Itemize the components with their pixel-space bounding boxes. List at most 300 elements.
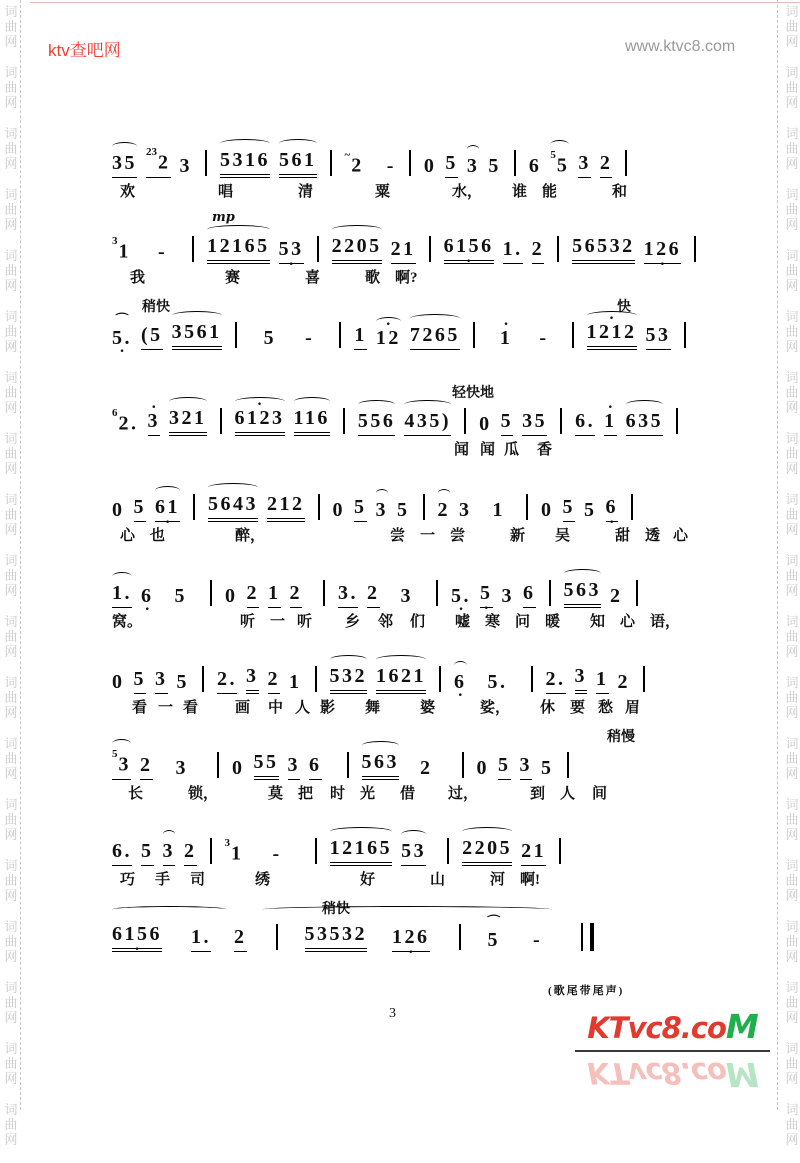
- lyric-char: 知: [590, 614, 606, 630]
- lyrics-row: [112, 438, 692, 458]
- grace-note: 5: [112, 748, 118, 761]
- watermark-group: [3, 614, 19, 659]
- bar-line: [557, 236, 559, 262]
- note-token: 0: [423, 155, 437, 177]
- note-token: 6 ·: [606, 495, 619, 522]
- note-token: 56532: [572, 234, 635, 264]
- note-token: 6 ·: [141, 584, 154, 608]
- note-token: 2: [420, 757, 433, 779]
- lyric-char: 闻: [454, 442, 470, 458]
- bar-line: [531, 666, 533, 692]
- note-token: 12165: [207, 234, 270, 264]
- music-system: [112, 836, 692, 888]
- note-token: 3: [520, 753, 533, 780]
- watermark-char: 网: [785, 949, 799, 964]
- watermark-char: 网: [785, 522, 799, 537]
- note-token: 3: [575, 664, 588, 694]
- note-token: 3: [375, 499, 388, 521]
- music-system: [112, 492, 692, 544]
- watermark-char: 网: [4, 583, 18, 598]
- note-token: 0: [112, 499, 125, 521]
- watermark-group: [3, 1102, 19, 1147]
- bar-line: [473, 322, 475, 348]
- watermark-char: 词: [785, 431, 799, 446]
- lyric-char: 听: [297, 614, 313, 630]
- notes-row: [112, 922, 692, 952]
- note-token: 1: [596, 667, 609, 694]
- lyric-char: 光: [360, 786, 376, 802]
- site-url-text[interactable]: www.ktvc8.com: [625, 38, 736, 55]
- note-token: 5316: [220, 148, 270, 178]
- watermark-group: [3, 553, 19, 598]
- lyric-char: 语，: [650, 614, 681, 630]
- note-token: 126 ·: [392, 925, 430, 952]
- lyric-char: 能: [542, 184, 558, 200]
- logo-green-part: M: [725, 1007, 758, 1046]
- watermark-group: [3, 1041, 19, 1086]
- note-token: 2: [367, 581, 380, 608]
- lyric-char: 窝。: [112, 614, 143, 630]
- lyric-char: 们: [410, 614, 426, 630]
- note-token: 5643: [208, 492, 258, 522]
- watermark-char: 网: [785, 888, 799, 903]
- lyric-char: 把: [298, 786, 314, 802]
- lyric-char: 喜: [305, 270, 321, 286]
- note-token: 35: [522, 409, 547, 436]
- watermark-char: 词: [785, 736, 799, 751]
- lyric-char: 司: [190, 872, 206, 888]
- note-token: 0: [541, 499, 554, 521]
- note-token: 3: [175, 757, 188, 779]
- left-watermark-column: [3, 4, 19, 1163]
- watermark-char: 网: [785, 339, 799, 354]
- note-token: 0: [232, 757, 245, 779]
- note-token: 0: [476, 757, 489, 779]
- bar-line: [318, 494, 320, 520]
- bar-line: [217, 752, 219, 778]
- bar-line: [210, 580, 212, 606]
- watermark-group: [3, 248, 19, 293]
- note-token: 3: [179, 155, 192, 177]
- watermark-char: 曲: [4, 629, 18, 644]
- note-token: 3.: [338, 581, 358, 608]
- note-token: 2205: [332, 234, 382, 264]
- note-token: 5.: [487, 671, 508, 693]
- watermark-group: [3, 492, 19, 537]
- grace-note: 5: [550, 149, 556, 162]
- lyric-char: 水，: [452, 184, 483, 200]
- note-token: 6.: [575, 409, 595, 436]
- watermark-char: 网: [4, 461, 18, 476]
- watermark-char: 曲: [4, 1056, 18, 1071]
- lyric-char: 山: [430, 872, 446, 888]
- watermark-char: 词: [4, 187, 18, 202]
- watermark-char: 网: [4, 705, 18, 720]
- watermark-char: 词: [785, 1041, 799, 1056]
- grace-note: 6: [112, 407, 118, 420]
- bar-line: [464, 408, 466, 434]
- right-dashed-border: [777, 0, 778, 1110]
- tempo-mark: 稍快: [142, 300, 170, 315]
- bar-line: [572, 322, 574, 348]
- watermark-group: [784, 370, 800, 415]
- watermark-char: 曲: [785, 324, 799, 339]
- watermark-char: 网: [4, 400, 18, 415]
- note-token: -: [386, 155, 396, 177]
- note-token: 6: [523, 581, 536, 608]
- note-token: 6.: [112, 839, 132, 866]
- bar-line: [625, 150, 627, 176]
- bar-line: [526, 494, 528, 520]
- note-token: 556: [358, 409, 396, 436]
- watermark-group: [784, 126, 800, 171]
- watermark-char: 网: [4, 766, 18, 781]
- lyric-char: 唱: [218, 184, 234, 200]
- lyric-char: 闻: [480, 442, 496, 458]
- lyrics-row: [112, 696, 692, 716]
- note-token: 5: [354, 495, 367, 522]
- watermark-char: 词: [4, 980, 18, 995]
- watermark-group: [784, 980, 800, 1025]
- bar-line: [429, 236, 431, 262]
- lyric-char: 借: [400, 786, 416, 802]
- lyric-char: 嘘: [455, 614, 471, 630]
- watermark-char: 网: [4, 522, 18, 537]
- note-token: ~2: [344, 149, 364, 177]
- watermark-group: [784, 797, 800, 842]
- note-token: 21: [521, 839, 546, 866]
- bar-line: [330, 150, 332, 176]
- note-token: 3: [501, 585, 514, 607]
- note-token: -: [533, 929, 543, 951]
- logo-reflection-red: KTvc8.co: [587, 1056, 726, 1090]
- watermark-group: [784, 248, 800, 293]
- watermark-char: 网: [785, 583, 799, 598]
- note-token: 212: [267, 492, 305, 522]
- watermark-char: 词: [4, 736, 18, 751]
- watermark-char: 词: [4, 1102, 18, 1117]
- note-token: 1.: [112, 581, 132, 608]
- notes-row: [112, 320, 692, 350]
- tempo-mark: 稍慢: [607, 730, 635, 745]
- lyric-char: 绣: [255, 872, 271, 888]
- watermark-char: 词: [785, 675, 799, 690]
- watermark-char: 网: [4, 949, 18, 964]
- lyric-char: 邻: [378, 614, 394, 630]
- watermark-char: 词: [4, 675, 18, 690]
- music-system: [112, 578, 692, 630]
- watermark-char: 词: [4, 919, 18, 934]
- lyric-char: 新: [510, 528, 526, 544]
- note-token: 1 ·: [604, 409, 617, 436]
- watermark-char: 曲: [4, 80, 18, 95]
- watermark-char: 曲: [4, 141, 18, 156]
- note-token: -: [158, 241, 168, 263]
- watermark-char: 曲: [785, 1056, 799, 1071]
- lyric-char: 一: [270, 614, 286, 630]
- bar-line: [220, 408, 222, 434]
- lyric-char: 时: [330, 786, 346, 802]
- note-token: 6 ·: [454, 670, 467, 694]
- notes-row: [112, 148, 692, 178]
- watermark-char: 词: [4, 431, 18, 446]
- watermark-char: 曲: [4, 1117, 18, 1132]
- watermark-char: 曲: [785, 812, 799, 827]
- note-token: 2: [600, 151, 613, 178]
- bar-line: [323, 580, 325, 606]
- note-token: 0: [225, 585, 238, 607]
- watermark-char: 网: [4, 34, 18, 49]
- watermark-char: 词: [4, 797, 18, 812]
- lyric-char: 画: [235, 700, 251, 716]
- lyric-char: 寒: [485, 614, 501, 630]
- lyric-char: 暖: [545, 614, 561, 630]
- watermark-group: [3, 431, 19, 476]
- note-token: $^5$3: [112, 748, 131, 780]
- lyric-char: 醉，: [235, 528, 266, 544]
- watermark-group: [3, 126, 19, 171]
- bar-line: [459, 924, 461, 950]
- lyric-char: 一: [420, 528, 436, 544]
- lyric-char: 看: [132, 700, 148, 716]
- bar-line: [193, 494, 195, 520]
- note-token: 5: [176, 671, 189, 693]
- coda-annotation: (歌尾带尾声): [548, 985, 625, 997]
- note-token: 6: [309, 753, 322, 780]
- notes-row: [112, 750, 692, 780]
- lyrics-row: [112, 782, 692, 802]
- note-token: 2: [290, 581, 303, 608]
- watermark-char: 词: [785, 797, 799, 812]
- note-token: 5: [488, 155, 501, 177]
- lyric-char: 乡: [345, 614, 361, 630]
- lyric-char: 过，: [448, 786, 479, 802]
- watermark-char: 词: [4, 614, 18, 629]
- bar-line: [636, 580, 638, 606]
- note-token: 6156 ·: [444, 234, 494, 264]
- note-token: 1.: [191, 925, 211, 952]
- bar-line: [210, 838, 212, 864]
- note-token: 5. ·: [451, 584, 471, 608]
- watermark-char: 曲: [4, 202, 18, 217]
- note-token: 2205: [462, 836, 512, 866]
- watermark-char: 曲: [785, 19, 799, 34]
- watermark-char: 词: [785, 492, 799, 507]
- bar-line: [560, 408, 562, 434]
- dynamic-mark: mp: [212, 210, 235, 225]
- bar-line: [317, 236, 319, 262]
- lyric-char: 人: [560, 786, 576, 802]
- bar-line: [684, 322, 686, 348]
- site-name-link[interactable]: ktv查吧网: [48, 41, 121, 60]
- note-token: 53532: [305, 922, 368, 952]
- note-token: 563: [362, 750, 400, 780]
- note-token: 1: [492, 499, 505, 521]
- watermark-char: 网: [4, 217, 18, 232]
- note-token: 5: [263, 327, 277, 349]
- lyric-char: 一: [158, 700, 174, 716]
- note-token: 3 ·: [148, 409, 161, 436]
- note-token: 2: [184, 839, 197, 866]
- watermark-char: 曲: [4, 812, 18, 827]
- note-token: $^6$2.: [112, 407, 139, 435]
- lyric-char: 河: [490, 872, 506, 888]
- lyric-char: 间: [592, 786, 608, 802]
- notes-row: [112, 578, 692, 608]
- watermark-group: [3, 4, 19, 49]
- note-token: 21: [391, 237, 416, 264]
- watermark-char: 词: [785, 4, 799, 19]
- note-token: 5: [541, 757, 554, 779]
- lyric-char: 到: [530, 786, 546, 802]
- lyric-char: 欢: [120, 184, 136, 200]
- note-token: 2: [610, 585, 623, 607]
- note-token: 126 ·: [644, 237, 682, 264]
- watermark-group: [3, 980, 19, 1025]
- note-token: 1 ·: [500, 326, 513, 350]
- watermark-char: 曲: [785, 690, 799, 705]
- bar-line: [235, 322, 237, 348]
- note-token: 0: [332, 499, 345, 521]
- lyric-char: 啊?: [395, 270, 418, 286]
- watermark-char: 网: [785, 705, 799, 720]
- watermark-char: 词: [4, 492, 18, 507]
- watermark-char: 词: [785, 858, 799, 873]
- watermark-char: 网: [4, 156, 18, 171]
- watermark-char: 网: [785, 95, 799, 110]
- lyric-char: 心: [120, 528, 136, 544]
- bar-line: [567, 752, 569, 778]
- watermark-char: 词: [4, 248, 18, 263]
- note-token: 321: [169, 406, 207, 436]
- note-token: 3: [288, 753, 301, 780]
- logo-reflection: [575, 1053, 770, 1094]
- watermark-group: [784, 858, 800, 903]
- watermark-char: 曲: [785, 934, 799, 949]
- note-token: $^{23}$2: [146, 146, 171, 178]
- watermark-char: 词: [4, 126, 18, 141]
- note-token: ⌒ 5: [488, 928, 501, 952]
- watermark-group: [784, 1041, 800, 1086]
- note-token: 5: [501, 409, 514, 436]
- bar-line: [549, 580, 551, 606]
- note-token: 563: [564, 578, 602, 608]
- watermark-char: 曲: [785, 1117, 799, 1132]
- music-system: [112, 148, 692, 200]
- note-token: -: [539, 327, 549, 349]
- lyric-char: 娑，: [480, 700, 511, 716]
- watermark-char: 网: [4, 1132, 18, 1147]
- note-token: $^3$1: [224, 837, 244, 865]
- lyric-char: 歌: [365, 270, 381, 286]
- lyric-char: 巧: [120, 872, 136, 888]
- bar-line: [694, 236, 696, 262]
- music-system: [112, 902, 692, 974]
- watermark-char: 词: [4, 1041, 18, 1056]
- watermark-char: 曲: [4, 507, 18, 522]
- watermark-char: 曲: [4, 751, 18, 766]
- note-token: 3: [246, 664, 259, 694]
- bar-line: [631, 494, 633, 520]
- watermark-char: 网: [785, 644, 799, 659]
- watermark-char: 词: [785, 65, 799, 80]
- watermark-char: 词: [4, 4, 18, 19]
- watermark-char: 曲: [4, 873, 18, 888]
- bar-line: [439, 666, 441, 692]
- right-watermark-column: [784, 4, 800, 1163]
- note-token: 5: [141, 839, 154, 866]
- note-token: 0: [112, 671, 125, 693]
- bar-line: [192, 236, 194, 262]
- note-token: 116: [294, 406, 330, 436]
- ktvc8-logo[interactable]: [575, 1007, 770, 1094]
- watermark-group: [3, 919, 19, 964]
- note-token: 12 ·: [376, 326, 401, 350]
- watermark-char: 曲: [785, 995, 799, 1010]
- note-token: 3: [163, 839, 176, 866]
- watermark-char: 曲: [785, 385, 799, 400]
- note-token: 5: [397, 499, 410, 521]
- lyric-char: 尝: [450, 528, 466, 544]
- music-system: [112, 210, 692, 286]
- note-token: 2: [140, 753, 153, 780]
- watermark-group: [3, 65, 19, 110]
- lyric-char: 透: [645, 528, 661, 544]
- watermark-char: 曲: [4, 446, 18, 461]
- note-token: 12165: [330, 836, 393, 866]
- music-system: [112, 664, 692, 716]
- note-token: 5: [174, 585, 187, 607]
- bar-line: [423, 494, 425, 520]
- watermark-char: 网: [785, 827, 799, 842]
- notes-row: [112, 664, 692, 694]
- tempo-mark: 快: [617, 300, 631, 315]
- lyrics-row: [112, 610, 692, 630]
- note-token: 561: [279, 148, 317, 178]
- notes-row: [112, 492, 692, 522]
- note-token: 2.: [217, 667, 237, 694]
- tempo-mark: 轻快地: [452, 386, 494, 401]
- watermark-group: [3, 736, 19, 781]
- bar-line: [205, 150, 207, 176]
- lyric-char: 手: [155, 872, 171, 888]
- bar-line: [343, 408, 345, 434]
- lyric-char: 谁: [512, 184, 528, 200]
- notes-row: [112, 836, 692, 866]
- notes-row: [112, 406, 692, 436]
- watermark-char: 词: [4, 309, 18, 324]
- watermark-char: 曲: [785, 568, 799, 583]
- lyric-char: 瓜: [504, 442, 520, 458]
- watermark-char: 网: [785, 217, 799, 232]
- left-dashed-border: [20, 0, 21, 1110]
- lyric-char: 要: [570, 700, 586, 716]
- note-token: 1212 ·: [587, 320, 637, 350]
- watermark-char: 网: [4, 1010, 18, 1025]
- watermark-char: 词: [785, 309, 799, 324]
- note-token: 5: [134, 667, 147, 694]
- watermark-char: 曲: [785, 446, 799, 461]
- bar-line: [315, 666, 317, 692]
- bar-line: [643, 666, 645, 692]
- grace-note: 3: [224, 837, 230, 850]
- lyric-char: 中: [268, 700, 284, 716]
- lyric-char: 香: [537, 442, 553, 458]
- note-token: 532: [330, 664, 368, 694]
- watermark-char: 网: [4, 95, 18, 110]
- lyric-char: 婆: [420, 700, 436, 716]
- watermark-char: 曲: [4, 995, 18, 1010]
